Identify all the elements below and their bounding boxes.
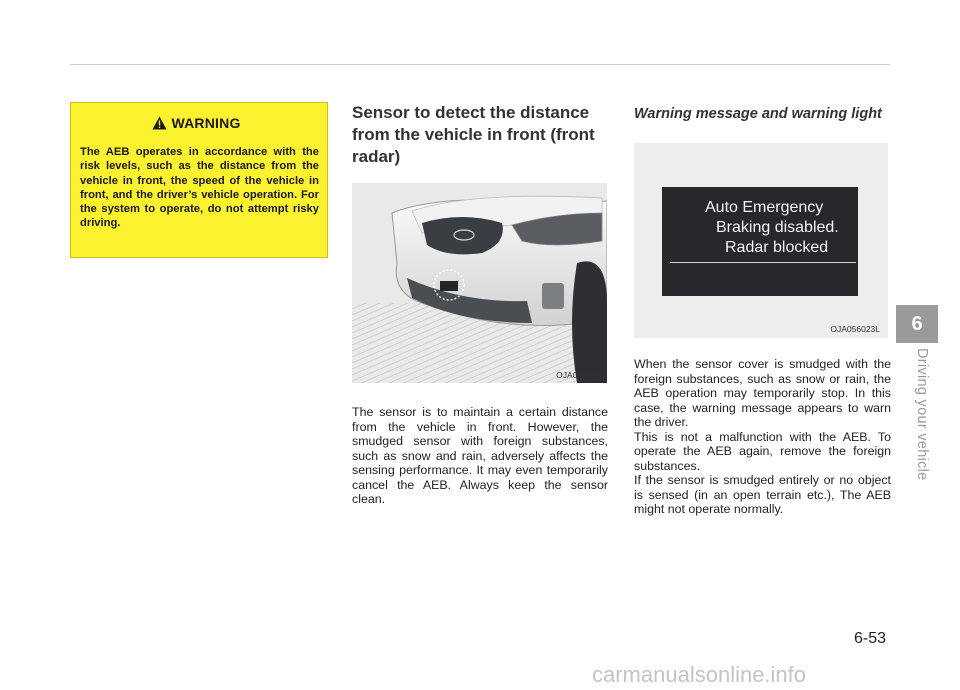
warning-message-text bbox=[634, 357, 891, 517]
watermark: carmanualsonline.info bbox=[592, 662, 807, 687]
car-figure-code: OJA056010 bbox=[556, 370, 601, 380]
page-number: 6-53 bbox=[854, 630, 887, 647]
paragraph-2: This is not a malfunction with the AEB. To operate the AEB again, remove the foreign substances. bbox=[634, 429, 891, 473]
warning-header bbox=[74, 115, 319, 131]
chapter-title: Driving your vehicle bbox=[914, 348, 930, 481]
section-paragraph: The sensor is to maintain a certain distance from the vehicle in front. However, the smudged sensor with foreign substances, such as snow and rain, adversely affects the sensing performance. It may even temporarily cancel the AEB. Always keep the sensor clean. bbox=[352, 405, 608, 506]
display-figure-code: OJA056023L bbox=[830, 324, 880, 334]
car-front-radar-illustration bbox=[352, 183, 607, 383]
display-line-2: Braking disabled. bbox=[716, 219, 839, 236]
section-heading: Sensor to detect the distance from the vehicle in front (front radar) bbox=[352, 103, 595, 166]
warning-text: The AEB operates in accordance with the risk levels, such as the distance from the vehicle in front, the speed of the vehicle in front, and the driver’s vehicle operation. For the system to operate, do not attempt risky driving. bbox=[80, 146, 319, 230]
paragraph-3: If the sensor is smudged entirely or no object is sensed (in an open terrain etc.), The AEB might not operate normally. bbox=[634, 473, 891, 516]
cluster-display bbox=[662, 187, 858, 296]
chapter-tab: 6 bbox=[896, 305, 938, 343]
display-line-1: Auto Emergency bbox=[705, 199, 824, 216]
warning-message-heading: Warning message and warning light bbox=[634, 106, 882, 122]
warning-box bbox=[70, 102, 328, 258]
warning-title: WARNING bbox=[171, 115, 241, 131]
paragraph-1: When the sensor cover is smudged with the foreign substances, such as snow or rain, the AEB operation may temporarily stop. In this case, the warning message appears to warn the driver. bbox=[634, 357, 891, 429]
display-divider bbox=[670, 262, 856, 263]
front-radar-figure bbox=[352, 183, 607, 383]
warning-message-figure bbox=[634, 143, 888, 338]
display-line-3: Radar blocked bbox=[725, 239, 829, 256]
top-rule bbox=[70, 64, 890, 65]
warning-triangle-icon bbox=[152, 116, 167, 130]
